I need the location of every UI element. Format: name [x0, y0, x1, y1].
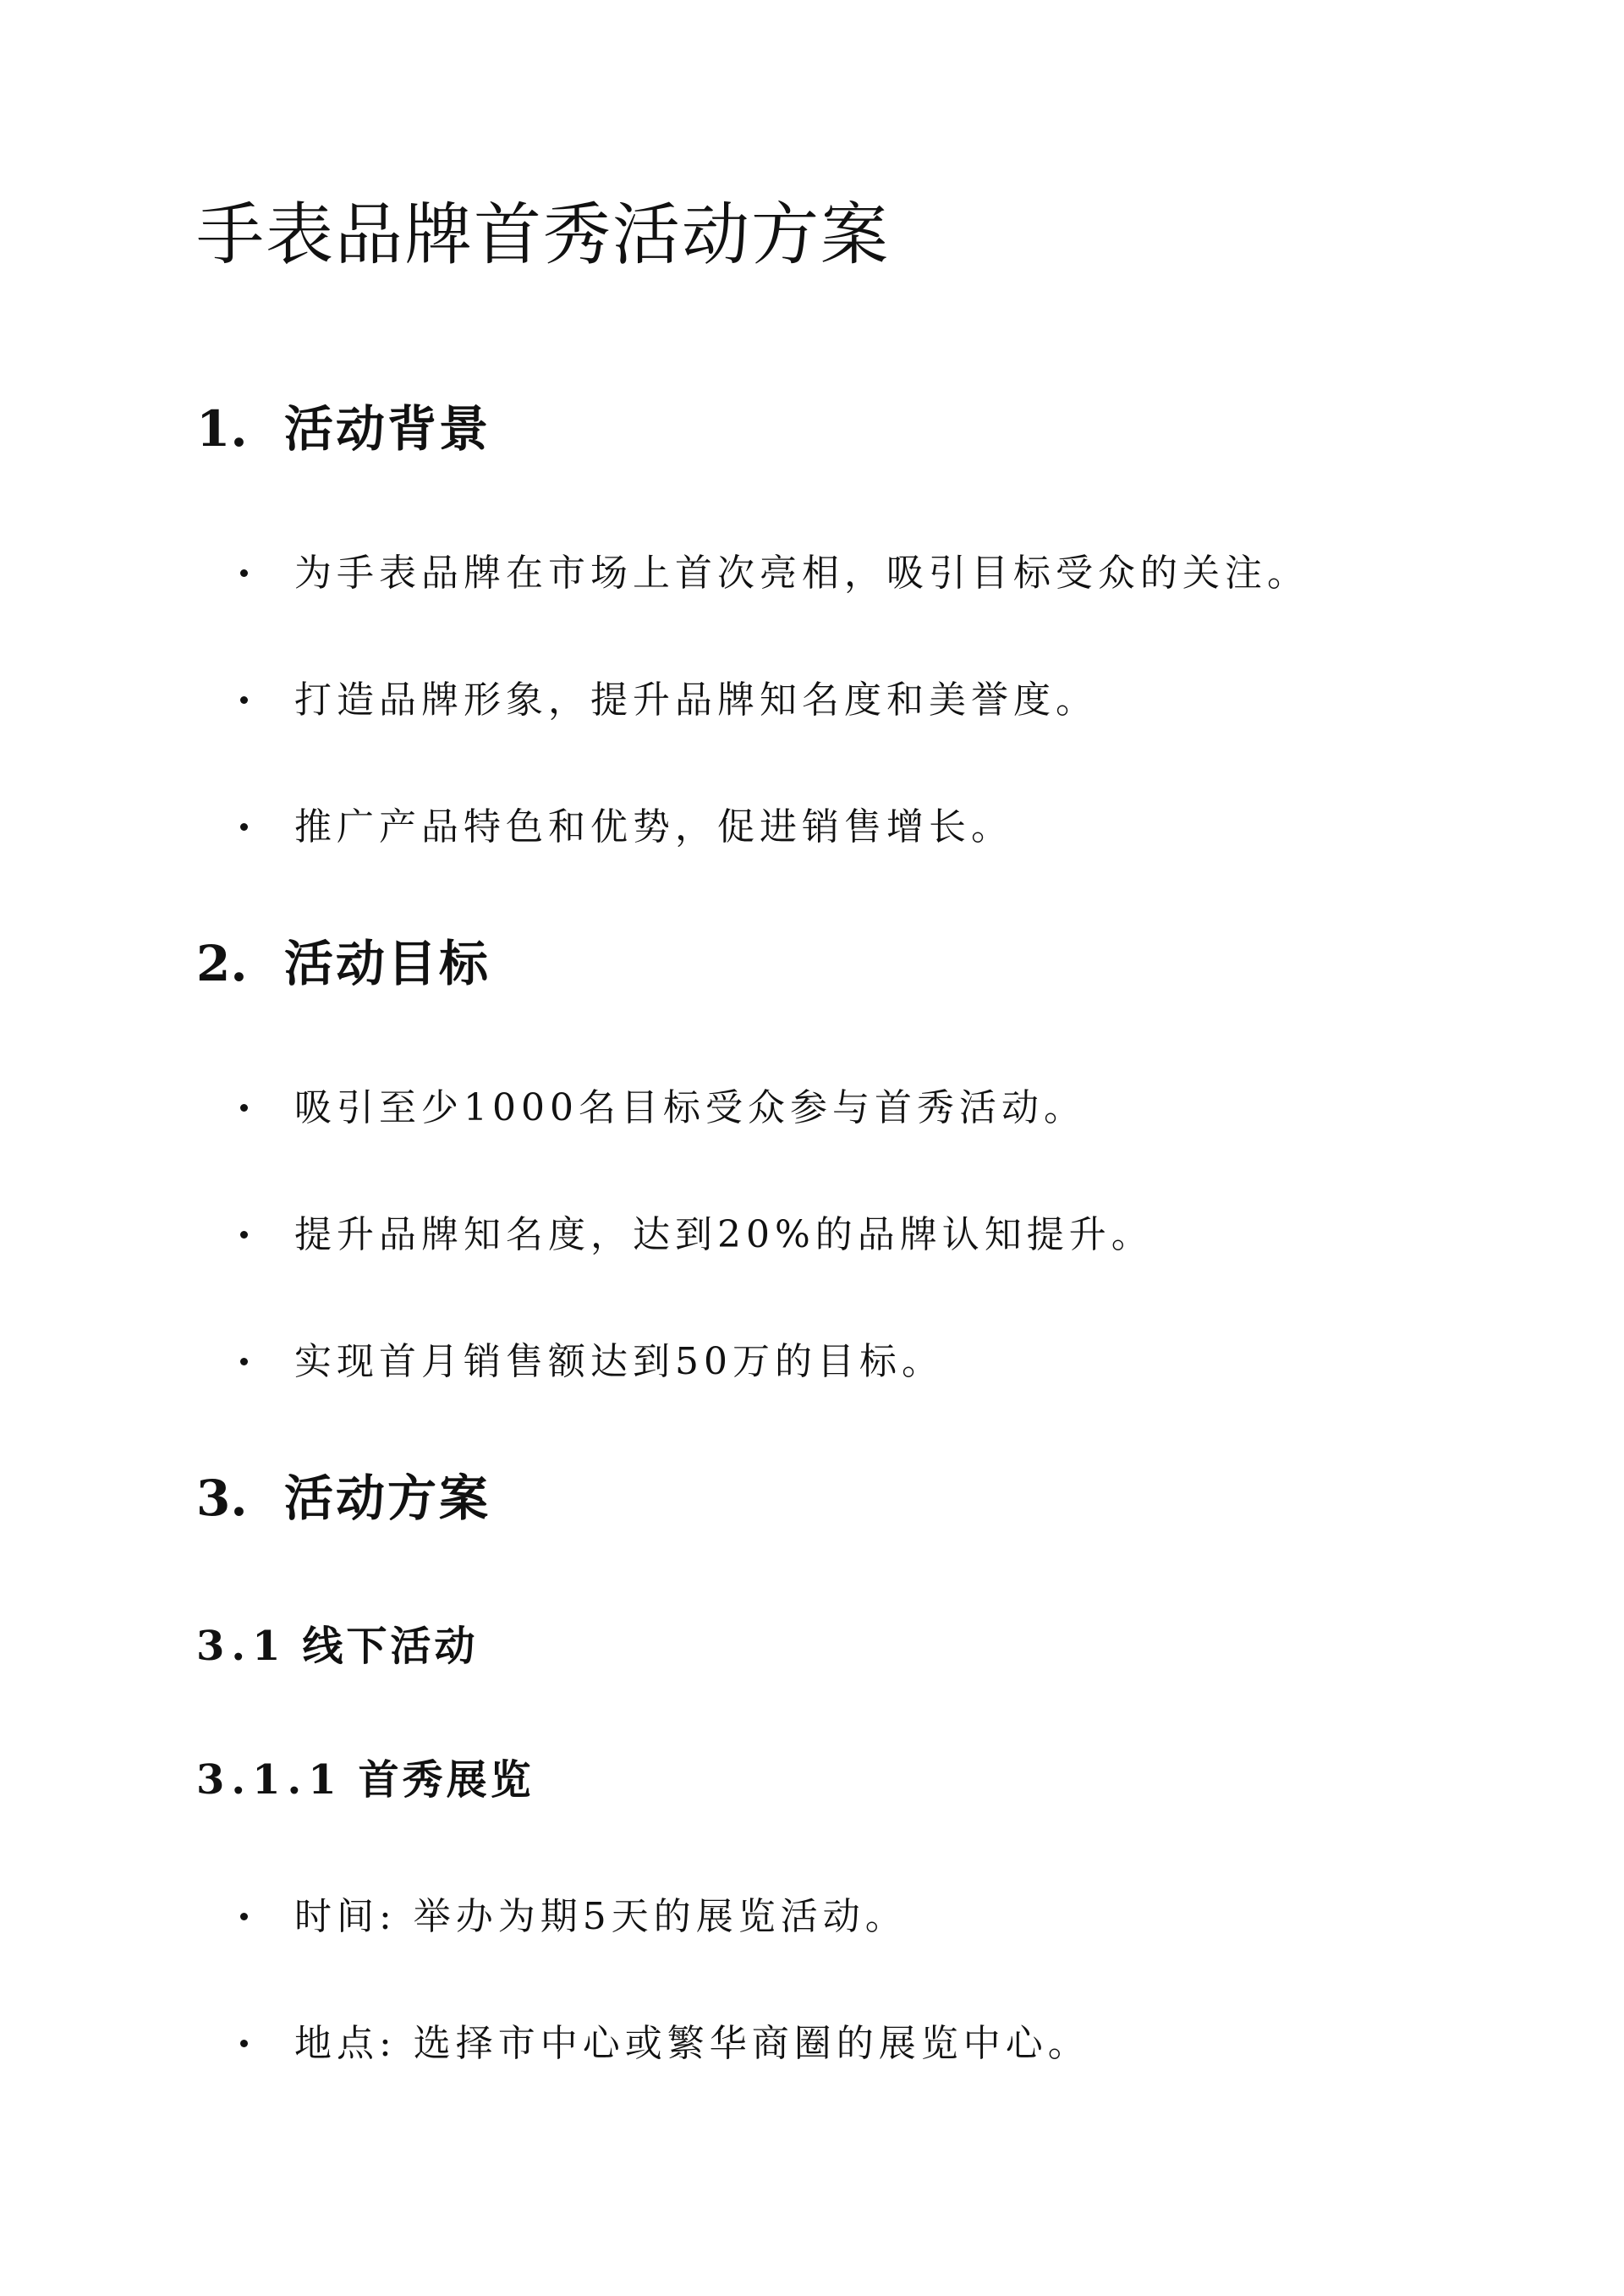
list-item-text: 实现首月销售额达到50万的目标。	[294, 1340, 944, 1383]
bullet-icon	[240, 696, 248, 704]
bullet-icon	[240, 1913, 248, 1920]
section-heading-background	[196, 400, 491, 458]
subsection-title: 线下活动	[302, 1623, 479, 1670]
subsection-number: 3.1	[196, 1623, 288, 1670]
subsubsection-title: 首秀展览	[358, 1756, 535, 1804]
bullet-icon	[240, 2040, 248, 2047]
list-item-text: 时间: 举办为期5天的展览活动。	[294, 1895, 908, 1938]
subsubsection-heading-exhibition	[196, 1756, 535, 1804]
document-title: 手表品牌首秀活动方案	[196, 195, 890, 274]
list-item-text: 为手表品牌在市场上首次亮相，吸引目标受众的关注。	[294, 552, 1309, 595]
bullet-icon	[240, 1231, 248, 1239]
section-number: 3.	[196, 1469, 248, 1527]
list-item-text: 提升品牌知名度，达到20%的品牌认知提升。	[294, 1213, 1154, 1256]
subsubsection-number: 3.1.1	[196, 1756, 343, 1804]
list-item-text: 打造品牌形象，提升品牌知名度和美誉度。	[294, 678, 1098, 722]
bullet-icon	[240, 823, 248, 831]
section-title: 活动方案	[284, 1469, 491, 1527]
section-number: 1.	[196, 400, 248, 458]
bullet-icon	[240, 1104, 248, 1112]
list-item-text: 吸引至少1000名目标受众参与首秀活动。	[294, 1086, 1086, 1129]
bullet-icon	[240, 569, 248, 577]
list-item-text: 推广产品特色和优势，促进销售增长。	[294, 805, 1013, 849]
bullet-icon	[240, 1358, 248, 1365]
section-title: 活动背景	[284, 400, 491, 458]
section-title: 活动目标	[284, 935, 491, 992]
subsection-heading-offline	[196, 1623, 479, 1670]
section-number: 2.	[196, 935, 248, 992]
list-item-text: 地点: 选择市中心或繁华商圈的展览中心。	[294, 2022, 1090, 2065]
section-heading-plan	[196, 1469, 491, 1527]
section-heading-goals	[196, 935, 491, 992]
